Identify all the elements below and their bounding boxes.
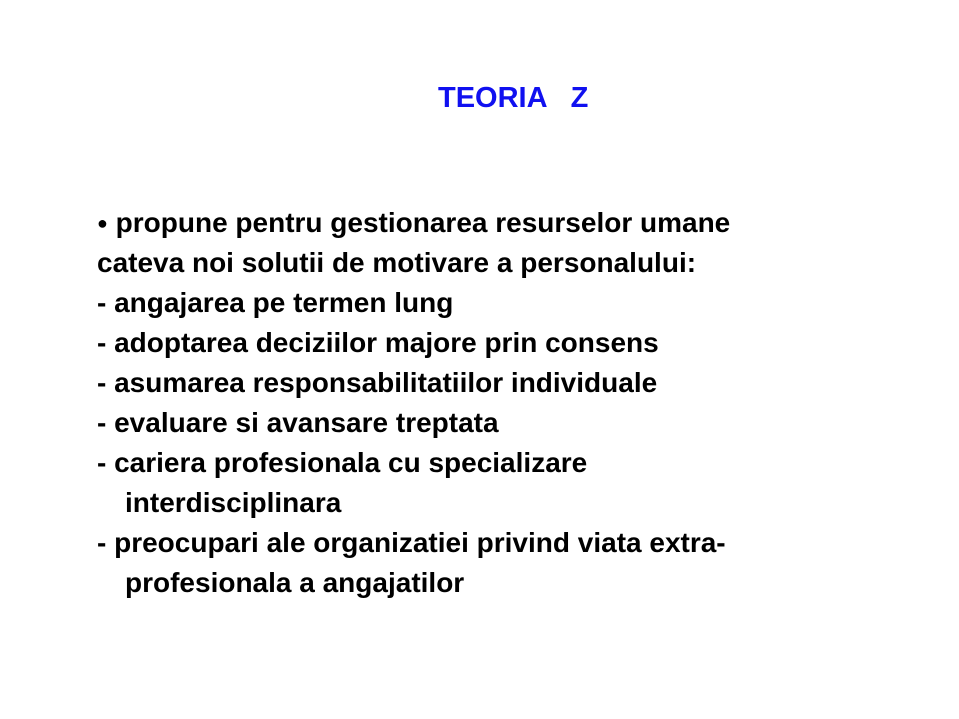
list-item-continuation: interdisciplinara [125, 487, 342, 518]
list-item: - asumarea responsabilitatiilor individuale [97, 367, 658, 398]
bullet-dot-icon: ● [97, 213, 108, 233]
list-item-continuation: profesionala a angajatilor [125, 567, 465, 598]
slide-title: TEORIA Z [438, 82, 589, 114]
body-line-text: propune pentru gestionarea resurselor umane [107, 207, 731, 238]
list-item: - adoptarea deciziilor majore prin consens [97, 327, 659, 358]
list-item: - preocupari ale organizatiei privind viata extra- [97, 527, 726, 558]
body-line: cateva noi solutii de motivare a personalului: [97, 247, 697, 278]
list-item: - angajarea pe termen lung [97, 287, 454, 318]
list-item: - cariera profesionala cu specializare [97, 447, 588, 478]
slide-body [97, 203, 937, 603]
list-item: - evaluare si avansare treptata [97, 407, 499, 438]
bullet-line [97, 203, 937, 243]
